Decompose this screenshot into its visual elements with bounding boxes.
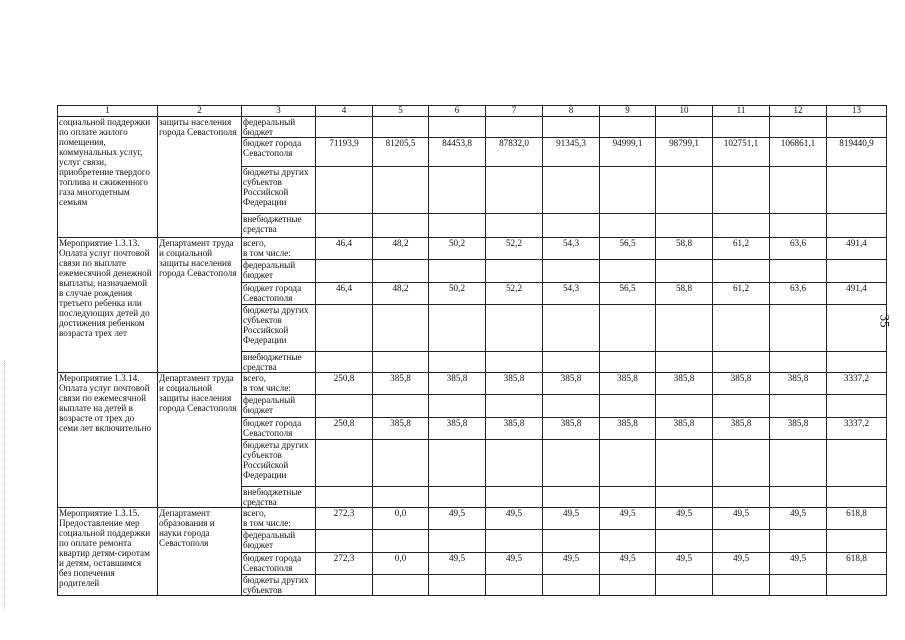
value-cell [373, 395, 429, 418]
executor-cell: защиты населения города Севастополя [158, 117, 242, 238]
funding-source: внебюджетные средства [242, 352, 316, 373]
value-cell: 49,5 [486, 553, 543, 575]
value-cell [316, 352, 373, 373]
value-cell [486, 305, 543, 352]
value-cell [656, 487, 713, 508]
value-cell [827, 575, 887, 596]
value-cell [713, 487, 770, 508]
value-cell: 49,5 [543, 553, 600, 575]
executor-cell: Департамент труда и социальной защиты населения города Севастополя [158, 373, 242, 508]
value-cell [543, 487, 600, 508]
margin-line [4, 360, 6, 610]
value-cell: 385,8 [656, 373, 713, 395]
measure-description: Мероприятие 1.3.15. Предоставление мер социальной поддержки по оплате ремонта квартир детям-сиротам и детям, оставшимся без попечения родителей [58, 508, 158, 596]
value-cell [373, 260, 429, 283]
value-cell [827, 214, 887, 238]
value-cell [827, 305, 887, 352]
value-cell [713, 530, 770, 553]
value-cell [373, 440, 429, 487]
value-cell: 106861,1 [770, 138, 827, 167]
value-cell [486, 167, 543, 214]
value-cell: 54,3 [543, 283, 600, 305]
header-cell: 1 [58, 106, 158, 117]
value-cell [600, 260, 656, 283]
value-cell [770, 440, 827, 487]
value-cell: 52,2 [486, 238, 543, 260]
value-cell: 0,0 [373, 508, 429, 530]
value-cell [770, 167, 827, 214]
value-cell [770, 352, 827, 373]
funding-source: федеральный бюджет [242, 260, 316, 283]
value-cell [429, 487, 486, 508]
value-cell [770, 305, 827, 352]
value-cell [770, 575, 827, 596]
value-cell: 819440,9 [827, 138, 887, 167]
value-cell: 49,5 [429, 508, 486, 530]
funding-source: федеральный бюджет [242, 530, 316, 553]
value-cell [486, 214, 543, 238]
header-cell: 6 [429, 106, 486, 117]
header-cell: 13 [827, 106, 887, 117]
value-cell [600, 395, 656, 418]
value-cell: 49,5 [656, 508, 713, 530]
value-cell [429, 440, 486, 487]
value-cell: 49,5 [600, 553, 656, 575]
value-cell [656, 167, 713, 214]
value-cell [486, 117, 543, 138]
value-cell [600, 440, 656, 487]
value-cell: 49,5 [770, 553, 827, 575]
value-cell: 49,5 [600, 508, 656, 530]
value-cell [429, 352, 486, 373]
value-cell [316, 575, 373, 596]
page-number: 35 [877, 314, 893, 328]
value-cell: 58,8 [656, 238, 713, 260]
value-cell: 49,5 [486, 508, 543, 530]
value-cell [713, 214, 770, 238]
value-cell [827, 260, 887, 283]
value-cell: 385,8 [713, 418, 770, 440]
value-cell [429, 167, 486, 214]
value-cell [316, 440, 373, 487]
header-cell: 10 [656, 106, 713, 117]
header-cell: 11 [713, 106, 770, 117]
value-cell [543, 260, 600, 283]
value-cell: 385,8 [600, 418, 656, 440]
measure-description: Мероприятие 1.3.13. Оплата услуг почтовой связи по выплате ежемесячной денежной выплаты, назначаемой в случае рождения третьего ребенка или последующих детей до достижения ребенком возраста трех лет [58, 238, 158, 373]
header-cell: 4 [316, 106, 373, 117]
funding-source: внебюджетные средства [242, 214, 316, 238]
value-cell [656, 530, 713, 553]
header-cell: 3 [242, 106, 316, 117]
value-cell [770, 117, 827, 138]
value-cell [770, 214, 827, 238]
value-cell [543, 214, 600, 238]
value-cell: 3337,2 [827, 373, 887, 395]
value-cell [316, 214, 373, 238]
value-cell [827, 395, 887, 418]
header-cell: 5 [373, 106, 429, 117]
value-cell [486, 487, 543, 508]
value-cell: 61,2 [713, 238, 770, 260]
value-cell: 49,5 [770, 508, 827, 530]
value-cell [373, 305, 429, 352]
value-cell [486, 575, 543, 596]
value-cell: 385,8 [770, 373, 827, 395]
value-cell [600, 305, 656, 352]
value-cell [656, 440, 713, 487]
value-cell [713, 440, 770, 487]
header-cell: 9 [600, 106, 656, 117]
value-cell [827, 530, 887, 553]
value-cell: 50,2 [429, 238, 486, 260]
value-cell [543, 530, 600, 553]
value-cell [486, 260, 543, 283]
value-cell: 56,5 [600, 283, 656, 305]
value-cell [373, 167, 429, 214]
value-cell: 49,5 [713, 553, 770, 575]
value-cell [316, 305, 373, 352]
funding-source: внебюджетные средства [242, 487, 316, 508]
value-cell: 385,8 [656, 418, 713, 440]
value-cell: 94999,1 [600, 138, 656, 167]
value-cell: 46,4 [316, 283, 373, 305]
value-cell [713, 260, 770, 283]
value-cell: 385,8 [543, 418, 600, 440]
value-cell [373, 530, 429, 553]
value-cell: 491,4 [827, 238, 887, 260]
header-cell: 7 [486, 106, 543, 117]
value-cell: 49,5 [713, 508, 770, 530]
value-cell: 63,6 [770, 283, 827, 305]
value-cell [600, 117, 656, 138]
value-cell [373, 214, 429, 238]
budget-table [57, 105, 887, 596]
value-cell [600, 530, 656, 553]
table-row [58, 117, 887, 138]
table-body [58, 106, 887, 596]
value-cell [656, 214, 713, 238]
value-cell [713, 117, 770, 138]
table-row [58, 373, 887, 395]
value-cell: 618,8 [827, 508, 887, 530]
value-cell: 385,8 [713, 373, 770, 395]
funding-source: бюджет города Севастополя [242, 283, 316, 305]
value-cell: 58,8 [656, 283, 713, 305]
value-cell [316, 117, 373, 138]
value-cell [373, 487, 429, 508]
value-cell: 63,6 [770, 238, 827, 260]
value-cell [543, 575, 600, 596]
value-cell: 385,8 [486, 373, 543, 395]
executor-cell: Департамент образования и науки города Севастополя [158, 508, 242, 596]
value-cell [543, 117, 600, 138]
value-cell [373, 352, 429, 373]
value-cell: 49,5 [543, 508, 600, 530]
value-cell [656, 352, 713, 373]
value-cell [713, 167, 770, 214]
value-cell [543, 352, 600, 373]
value-cell: 49,5 [656, 553, 713, 575]
measure-description: Мероприятие 1.3.14. Оплата услуг почтовой связи по ежемесячной выплате на детей в возрасте от трех до семи лет включительно [58, 373, 158, 508]
header-row [58, 106, 887, 117]
value-cell [429, 530, 486, 553]
value-cell [316, 530, 373, 553]
value-cell [316, 487, 373, 508]
header-cell: 12 [770, 106, 827, 117]
value-cell [543, 167, 600, 214]
value-cell: 385,8 [373, 373, 429, 395]
funding-source: бюджеты других субъектов Российской Федерации [242, 440, 316, 487]
value-cell: 385,8 [600, 373, 656, 395]
value-cell [770, 395, 827, 418]
value-cell [600, 167, 656, 214]
value-cell: 54,3 [543, 238, 600, 260]
funding-source: всего, в том числе: [242, 373, 316, 395]
value-cell [656, 575, 713, 596]
value-cell: 56,5 [600, 238, 656, 260]
value-cell [713, 305, 770, 352]
value-cell [713, 575, 770, 596]
value-cell: 385,8 [486, 418, 543, 440]
value-cell [316, 167, 373, 214]
value-cell: 48,2 [373, 238, 429, 260]
value-cell [316, 260, 373, 283]
value-cell [429, 117, 486, 138]
table-row [58, 238, 887, 260]
funding-source: федеральный бюджет [242, 117, 316, 138]
value-cell [656, 117, 713, 138]
value-cell [827, 167, 887, 214]
value-cell: 52,2 [486, 283, 543, 305]
value-cell [827, 440, 887, 487]
value-cell [656, 260, 713, 283]
value-cell [429, 260, 486, 283]
value-cell: 50,2 [429, 283, 486, 305]
value-cell: 385,8 [543, 373, 600, 395]
value-cell: 0,0 [373, 553, 429, 575]
value-cell [827, 487, 887, 508]
value-cell: 618,8 [827, 553, 887, 575]
header-cell: 8 [543, 106, 600, 117]
value-cell: 3337,2 [827, 418, 887, 440]
value-cell [713, 395, 770, 418]
value-cell [543, 440, 600, 487]
value-cell: 385,8 [429, 373, 486, 395]
value-cell [600, 352, 656, 373]
value-cell [429, 305, 486, 352]
header-cell: 2 [158, 106, 242, 117]
value-cell [827, 352, 887, 373]
value-cell [600, 575, 656, 596]
value-cell: 49,5 [429, 553, 486, 575]
value-cell: 385,8 [770, 418, 827, 440]
value-cell: 272,3 [316, 508, 373, 530]
value-cell [373, 575, 429, 596]
value-cell: 385,8 [429, 418, 486, 440]
value-cell: 250,8 [316, 373, 373, 395]
value-cell [656, 395, 713, 418]
value-cell [373, 117, 429, 138]
value-cell [486, 352, 543, 373]
funding-source: всего, в том числе: [242, 238, 316, 260]
value-cell: 81205,5 [373, 138, 429, 167]
measure-description: социальной поддержки по оплате жилого помещения, коммунальных услуг, услуг связи, приобретение твердого топлива и сжиженного газа многодетным семьям [58, 117, 158, 238]
value-cell: 48,2 [373, 283, 429, 305]
value-cell: 71193,9 [316, 138, 373, 167]
table-row [58, 508, 887, 530]
value-cell [486, 395, 543, 418]
value-cell [543, 305, 600, 352]
funding-source: бюджет города Севастополя [242, 553, 316, 575]
value-cell: 250,8 [316, 418, 373, 440]
value-cell: 84453,8 [429, 138, 486, 167]
value-cell [486, 440, 543, 487]
value-cell [770, 260, 827, 283]
executor-cell: Департамент труда и социальной защиты населения города Севастополя [158, 238, 242, 373]
value-cell [713, 352, 770, 373]
funding-source: бюджет города Севастополя [242, 138, 316, 167]
value-cell: 61,2 [713, 283, 770, 305]
value-cell [543, 395, 600, 418]
value-cell: 491,4 [827, 283, 887, 305]
funding-source: федеральный бюджет [242, 395, 316, 418]
funding-source: бюджеты других субъектов Российской Федерации [242, 305, 316, 352]
value-cell: 87832,0 [486, 138, 543, 167]
value-cell: 272,3 [316, 553, 373, 575]
value-cell [316, 395, 373, 418]
value-cell [827, 117, 887, 138]
value-cell [600, 214, 656, 238]
value-cell [429, 214, 486, 238]
value-cell: 91345,3 [543, 138, 600, 167]
value-cell: 46,4 [316, 238, 373, 260]
value-cell [486, 530, 543, 553]
funding-source: всего, в том числе: [242, 508, 316, 530]
funding-source: бюджет города Севастополя [242, 418, 316, 440]
value-cell: 385,8 [373, 418, 429, 440]
value-cell: 102751,1 [713, 138, 770, 167]
value-cell [429, 575, 486, 596]
value-cell: 98799,1 [656, 138, 713, 167]
value-cell [770, 487, 827, 508]
funding-source: бюджеты других субъектов [242, 575, 316, 596]
value-cell [600, 487, 656, 508]
value-cell [429, 395, 486, 418]
value-cell [770, 530, 827, 553]
value-cell [656, 305, 713, 352]
funding-source: бюджеты других субъектов Российской Федерации [242, 167, 316, 214]
